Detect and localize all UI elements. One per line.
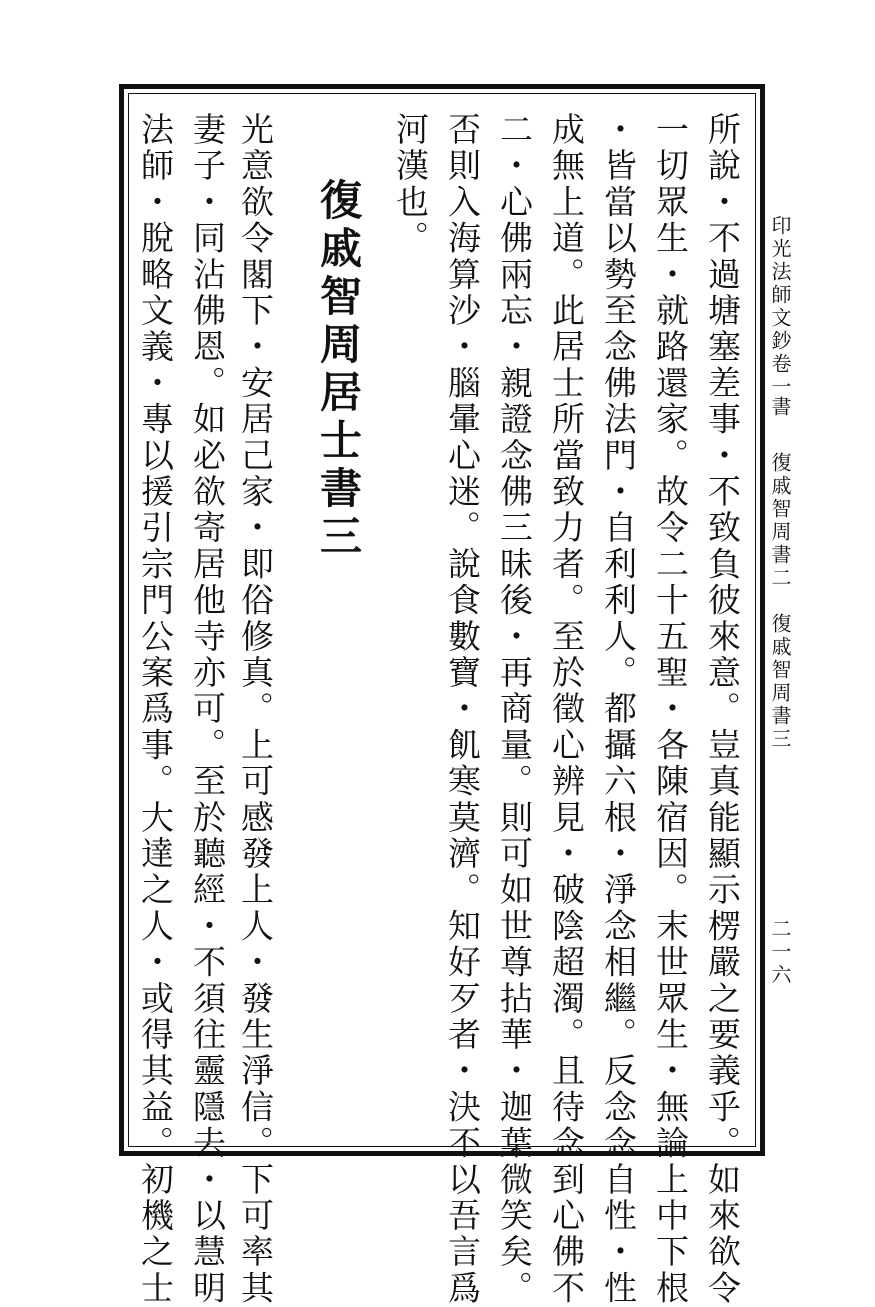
text-column-7: 河漢也。 (391, 112, 430, 257)
text-column-8: 光意欲令閣下・安居己家・即俗修真。上可感發上人・發生淨信。下可率其 (236, 112, 275, 1307)
text-column-10: 法師・脫略文義・專以援引宗門公案爲事。大達之人・或得其益。初機之士 (136, 112, 175, 1307)
text-column-9: 妻子・同沾佛恩。如必欲寄居他寺亦可。至於聽經・不須往靈隱去・以慧明 (188, 112, 227, 1307)
text-column-2: 一切眾生・就路還家。故令二十五聖・各陳宿因。末世眾生・無論上中下根 (651, 112, 690, 1307)
text-column-6: 否則入海算沙・腦暈心迷。說食數寶・飢寒莫濟。知好歹者・決不以吾言爲 (443, 112, 482, 1307)
section-title: 復戚智周書二 復戚智周書三 (768, 452, 792, 751)
letter-heading: 復戚智周居士書三 (314, 178, 363, 562)
category-label: 書 (768, 396, 792, 419)
text-column-4: 成無上道。此居士所當致力者。至於徵心辨見・破陰超濁。且待念到心佛不 (547, 112, 586, 1307)
text-column-1: 所說・不過塘塞差事・不致負彼來意。豈真能顯示楞嚴之要義乎。如來欲令 (703, 112, 742, 1307)
text-column-5: 二・心佛兩忘・親證念佛三昧後・再商量。則可如世尊拈華・迦葉微笑矣。 (495, 112, 534, 1307)
page-number: 二一六 (768, 918, 792, 987)
book-title: 印光法師文鈔卷一 (768, 215, 792, 399)
text-column-3: ・皆當以勢至念佛法門・自利利人。都攝六根・淨念相繼。反念念自性・性 (599, 112, 638, 1307)
